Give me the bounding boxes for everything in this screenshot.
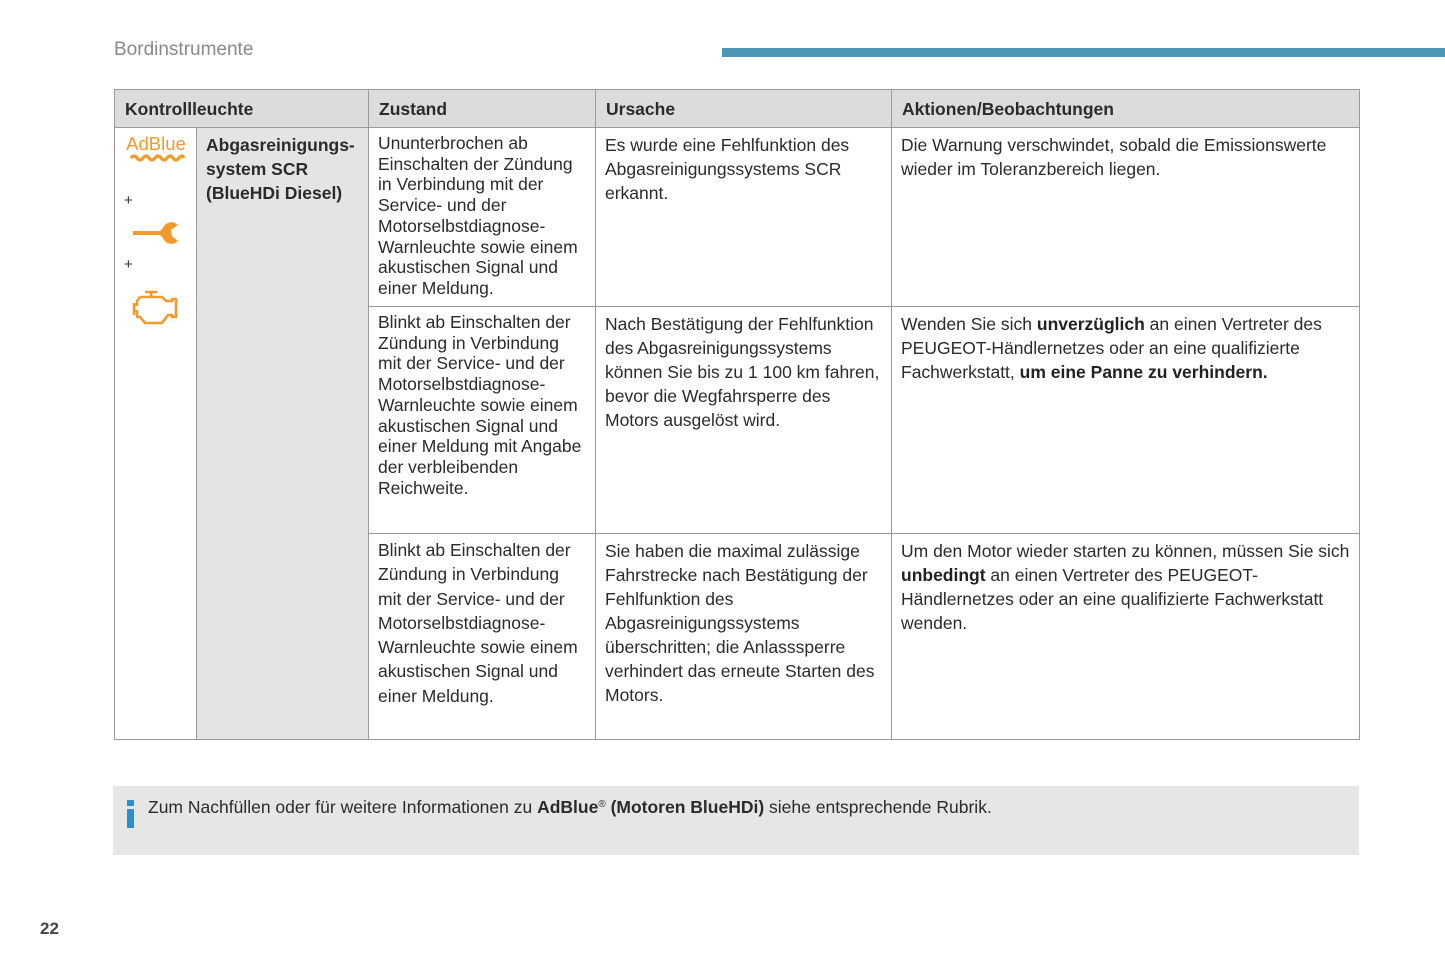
info-icon: [125, 800, 137, 828]
wrench-icon: [130, 221, 182, 245]
ursache-cell: Es wurde eine Fehlfunktion des Abgasreinigungssystems SCR erkannt.: [596, 128, 892, 307]
plus-sign: +: [124, 192, 133, 209]
header-kontrollleuchte: Kontrollleuchte: [115, 90, 369, 128]
plus-sign: +: [124, 256, 133, 273]
ursache-cell: Sie haben die maximal zulässige Fahrstrecke nach Bestätigung der Fehlfunktion des Abgasreinigungssystems überschritten; die Anlasssperre verhindert das erneute Starten des Motors.: [596, 534, 892, 740]
engine-check-icon: [131, 289, 181, 327]
indicator-name-cell: [197, 128, 369, 740]
indicator-icons-cell: [115, 128, 197, 740]
header-ursache: Ursache: [596, 90, 892, 128]
header-zustand: Zustand: [369, 90, 596, 128]
indicator-name-line: system SCR: [206, 159, 309, 179]
section-accent-bar: [722, 48, 1445, 57]
aktion-cell: Um den Motor wieder starten zu können, müssen Sie sich unbedingt an einen Vertreter des PEUGEOT-Händlernetzes oder an eine qualifizierte Fachwerkstatt wenden.: [892, 534, 1360, 740]
indicator-name-line: (BlueHDi Diesel): [206, 183, 343, 203]
aktion-cell: Die Warnung verschwindet, sobald die Emissionswerte wieder im Toleranzbereich liegen.: [892, 128, 1360, 307]
emphasis-text: um eine Panne zu verhindern.: [1019, 362, 1268, 382]
aktion-cell: Wenden Sie sich unverzüglich an einen Vertreter des PEUGEOT-Händlernetzes oder an eine qualifizierte Fachwerkstatt, um eine Panne zu verhindern.: [892, 307, 1360, 534]
zustand-cell: Blinkt ab Einschalten der Zündung in Verbindung mit der Service- und der Motorselbstdiagnose-Warnleuchte sowie einem akustischen Signal und einer Meldung mit Angabe der verbleibenden Reichweite.: [369, 307, 596, 534]
zustand-cell: Blinkt ab Einschalten der Zündung in Verbindung mit der Service- und der Motorselbstdiagnose-Warnleuchte sowie einem akustischen Signal und einer Meldung.: [369, 534, 596, 740]
adblue-icon: [124, 133, 188, 167]
page-number: 22: [40, 919, 59, 938]
ursache-cell: Nach Bestätigung der Fehlfunktion des Abgasreinigungssystems können Sie bis zu 1 100 km fahren, bevor die Wegfahrsperre des Motors ausgelöst wird.: [596, 307, 892, 534]
header-aktionen: Aktionen/Beobachtungen: [892, 90, 1360, 128]
svg-text:AdBlue: AdBlue: [126, 133, 186, 154]
info-box: [113, 786, 1359, 855]
indicator-name-line: Abgasreinigungs-: [206, 135, 355, 155]
emphasis-text: unbedingt: [901, 565, 986, 585]
warning-light-table: [114, 89, 1360, 740]
emphasis-text: unverzüglich: [1036, 314, 1145, 334]
table-row: [115, 128, 1360, 307]
zustand-cell: Ununterbrochen ab Einschalten der Zündung in Verbindung mit der Service- und der Motorselbstdiagnose-Warnleuchte sowie einem akustischen Signal und einer Meldung.: [369, 128, 596, 307]
section-title: Bordinstrumente: [114, 39, 254, 60]
table-header-row: [115, 90, 1360, 128]
info-text: Zum Nachfüllen oder für weitere Informationen zu AdBlue® (Motoren BlueHDi) siehe entsprechende Rubrik.: [148, 797, 992, 817]
